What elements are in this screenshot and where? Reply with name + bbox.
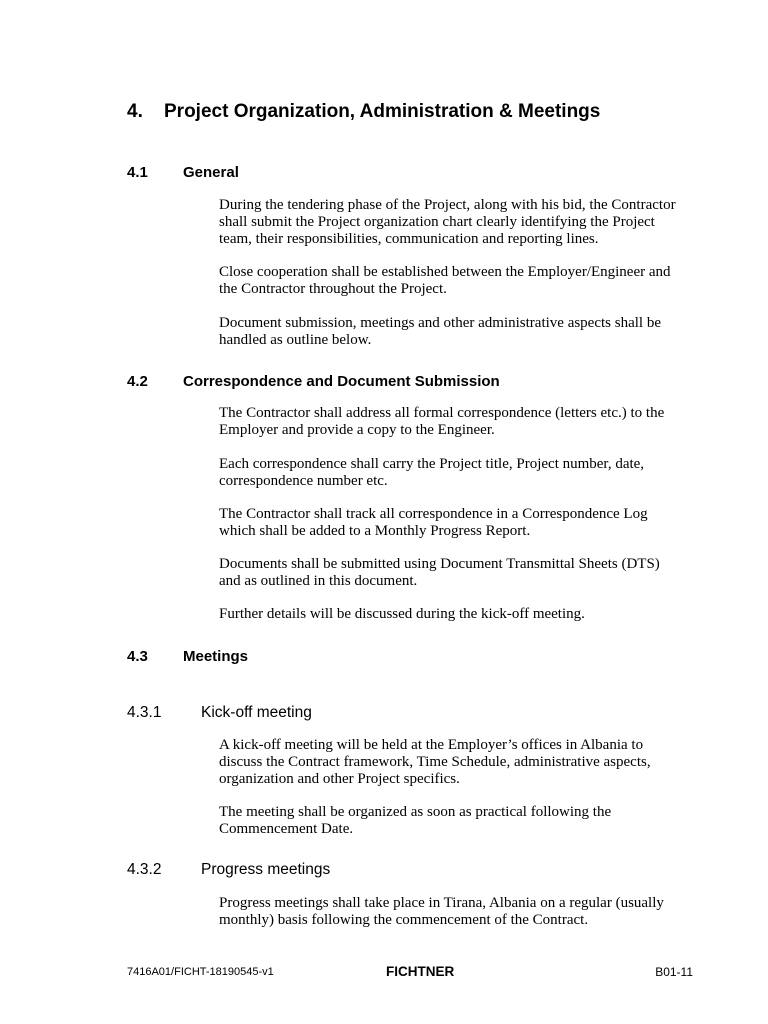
section-number: 4.: [127, 101, 143, 122]
subsection-number: 4.3: [127, 648, 148, 665]
text-line: The Contractor shall track all correspondence in a Correspondence Log: [219, 506, 648, 522]
text-line: The meeting shall be organized as soon as practical following the: [219, 804, 612, 820]
paragraph: [219, 405, 699, 439]
text-line: handled as outline below.: [219, 332, 372, 348]
text-line: shall submit the Project organization chart clearly identifying the Project: [219, 214, 655, 230]
subsubsection-title: Kick-off meeting: [201, 704, 312, 721]
footer-doc-ref: 7416A01/FICHT-18190545-v1: [127, 966, 274, 978]
paragraph: [219, 506, 699, 540]
text-line: monthly) basis following the commencement of the Contract.: [219, 912, 589, 928]
text-line: Employer and provide a copy to the Engineer.: [219, 422, 495, 438]
subsubsection-title: Progress meetings: [201, 861, 331, 878]
text-line: Further details will be discussed during the kick-off meeting.: [219, 606, 585, 622]
subsection-title: Meetings: [183, 648, 249, 665]
text-line: During the tendering phase of the Project, along with his bid, the Contractor: [219, 197, 676, 213]
text-line: organization and other Project specifics.: [219, 771, 460, 787]
text-line: A kick-off meeting will be held at the Employer’s offices in Albania to: [219, 737, 644, 753]
paragraph: [219, 264, 699, 298]
text-line: Close cooperation shall be established between the Employer/Engineer and: [219, 264, 671, 280]
text-line: The Contractor shall address all formal correspondence (letters etc.) to the: [219, 405, 665, 421]
subsection-title: Correspondence and Document Submission: [183, 373, 500, 390]
paragraph: [219, 456, 699, 490]
subsubsection-number: 4.3.2: [127, 861, 162, 878]
subsection-number: 4.1: [127, 164, 148, 181]
section-heading: [127, 101, 600, 123]
paragraph: [219, 556, 699, 590]
text-line: Progress meetings shall take place in Tirana, Albania on a regular (usually: [219, 895, 664, 911]
paragraph: [219, 804, 699, 838]
paragraph: [219, 197, 699, 248]
footer-page-number: B01-11: [655, 965, 693, 979]
text-line: which shall be added to a Monthly Progress Report.: [219, 523, 531, 539]
section-title: Project Organization, Administration & Meetings: [164, 101, 601, 122]
text-line: discuss the Contract framework, Time Schedule, administrative aspects,: [219, 754, 651, 770]
subsection-number: 4.2: [127, 373, 148, 390]
text-line: team, their responsibilities, communication and reporting lines.: [219, 231, 599, 247]
text-line: and as outlined in this document.: [219, 573, 418, 589]
paragraph: [219, 315, 699, 349]
text-line: the Contractor throughout the Project.: [219, 281, 447, 297]
text-line: correspondence number etc.: [219, 473, 388, 489]
footer-company-logo: FICHTNER: [386, 964, 455, 979]
text-line: Commencement Date.: [219, 821, 354, 837]
paragraph: [219, 895, 699, 929]
subsubsection-number: 4.3.1: [127, 704, 162, 721]
paragraph: [219, 606, 699, 623]
text-line: Documents shall be submitted using Document Transmittal Sheets (DTS): [219, 556, 660, 572]
text-line: Each correspondence shall carry the Project title, Project number, date,: [219, 456, 645, 472]
text-line: Document submission, meetings and other administrative aspects shall be: [219, 315, 661, 331]
paragraph: [219, 737, 699, 788]
subsection-title: General: [183, 164, 239, 181]
